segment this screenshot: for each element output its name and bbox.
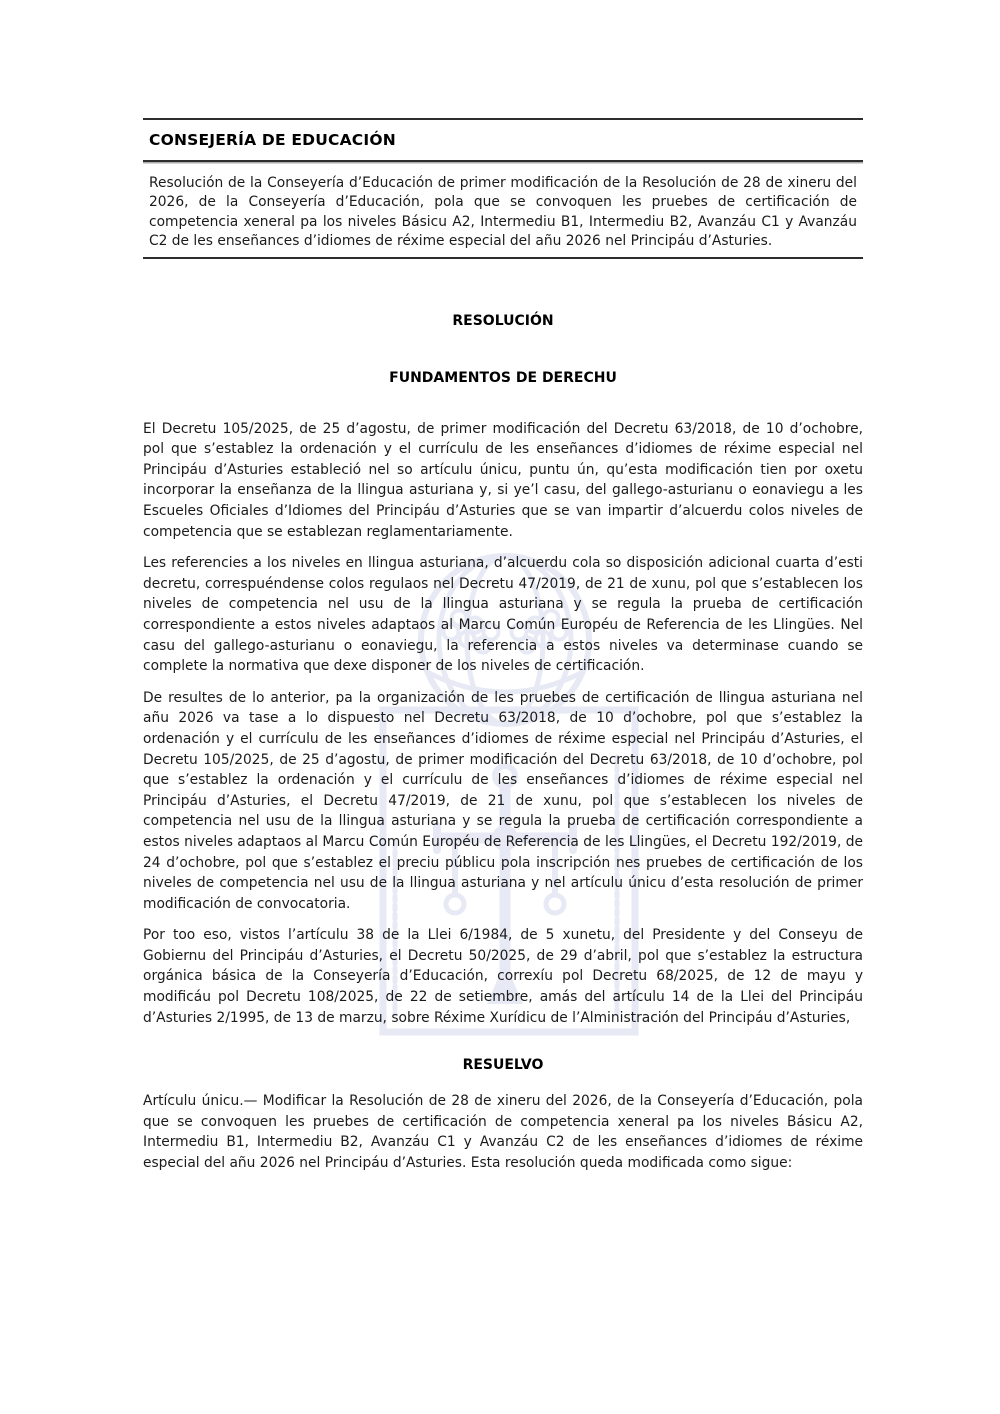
- top-rule: [143, 118, 863, 120]
- fundamentos-paragraph-2: Les referencies a los niveles en llingua asturiana, d’alcuerdu cola so disposición adicional cuarta d’esti decretu, correspuéndense colos regulaos nel Decretu 47/2019, de 21 de xunu, pol que s’establecen los niveles de competencia nel usu de la llingua asturiana y se regula la prueba de certificación correspondiente a estos niveles adaptaos al Marcu Común Européu de Referencia de les Llingües. Nel casu del gallego-asturianu o eonaviegu, la referencia a estos niveles va determinase cuando se complete la normativa que dexe disponer de los niveles de certificación.: [143, 555, 863, 675]
- fundamentos-paragraph-3: De resultes de lo anterior, pa la organización de les pruebes de certificación de llingua asturiana nel añu 2026 va tase a lo dispuesto nel Decretu 63/2018, de 10 d’ochobre, pol que s’establez la ordenación y el currículu de les enseñances d’idiomes de réxime especial nel Principáu d’Asturies, el Decretu 105/2025, de 25 d’agostu, de primer modificación del Decretu 63/2018, de 10 d’ochobre, pol que s’establez la ordenación y el currículu de les enseñances d’idiomes de réxime especial nel Principáu d’Asturies, el Decretu 47/2019, de 21 de xunu, pol que s’establecen los niveles de competencia nel usu de la llingua asturiana y se regula la prueba de certificación correspondiente a estos niveles adaptaos al Marcu Común Européu de Referencia de les Llingües, el Decretu 192/2019, de 24 d’ochobre, pol que s’establez el preciu públicu pola inscripción nes pruebes de certificación de los niveles de competencia nel usu de la llingua asturiana y nel artículu únicu d’esta resolución de primer modificación de convocatoria.: [143, 689, 863, 912]
- fundamentos-paragraph-1: El Decretu 105/2025, de 25 d’agostu, de primer modificación del Decretu 63/2018, de 10 d’ochobre, pol que s’establez la ordenación y el currículu de les enseñances d’idiomes de réxime especial nel Principáu d’Asturies estableció nel so artículu únicu, puntu ún, qu’esta modificación tien por oxetu incorporar la enseñanza de la llingua asturiana y, si ye’l casu, del gallego-asturianu o eonaviegu a les Escueles Oficiales d’Idiomes del Principáu d’Asturies que se van impartir d’alcuerdu colos niveles de competencia que se establezan reglamentariamente.: [143, 420, 863, 540]
- resuelvo-paragraph: Artículu únicu.— Modificar la Resolución de 28 de xineru del 2026, de la Conseyería d’Educación, pola que se convoquen les pruebes de certificación de competencia xeneral pa los niveles Básicu A2, Intermediu B1, Intermediu B2, Avanzáu C1 y Avanzáu C2 de les enseñances d’idiomes de réxime especial del añu 2026 nel Principáu d’Asturies. Esta resolución queda modificada como sigue:: [143, 1093, 863, 1172]
- resuelvo-heading: RESUELVO: [462, 1057, 544, 1074]
- department-header: CONSEJERÍA DE EDUCACIÓN: [149, 131, 396, 149]
- header-divider-rule: [143, 160, 863, 162]
- resolution-summary: Resolución de la Conseyería d’Educación de primer modificación de la Resolución de 28 de xineru del 2026, de la Conseyería d’Educación, pola que se convoquen les pruebes de certificación de competencia xeneral pa los niveles Básicu A2, Intermediu B1, Intermediu B2, Avanzáu C1 y Avanzáu C2 de les enseñances d’idiomes de réxime especial del añu 2026 nel Principáu d’Asturies.: [149, 175, 857, 250]
- summary-divider-rule: [143, 257, 863, 259]
- fundamentos-paragraph-4: Por too eso, vistos l’artículu 38 de la Llei 6/1984, de 5 xunetu, del Presidente y del Conseyu de Gobiernu del Principáu d’Asturies, el Decretu 50/2025, de 29 d’abril, pol que s’establez la estructura orgánica básica de la Conseyería d’Educación, correxíu pol Decretu 68/2025, de 12 de mayu y modificáu pol Decretu 108/2025, de 22 de setiembre, amás del artículu 14 de la Llei del Principáu d’Asturies 2/1995, de 13 de marzu, sobre Réxime Xurídicu de l’Alministración del Principáu d’Asturies,: [143, 927, 863, 1026]
- document-content: [143, 118, 863, 1174]
- fundamentos-heading: FUNDAMENTOS DE DERECHU: [389, 369, 617, 386]
- resolucion-heading: RESOLUCIÓN: [452, 312, 554, 329]
